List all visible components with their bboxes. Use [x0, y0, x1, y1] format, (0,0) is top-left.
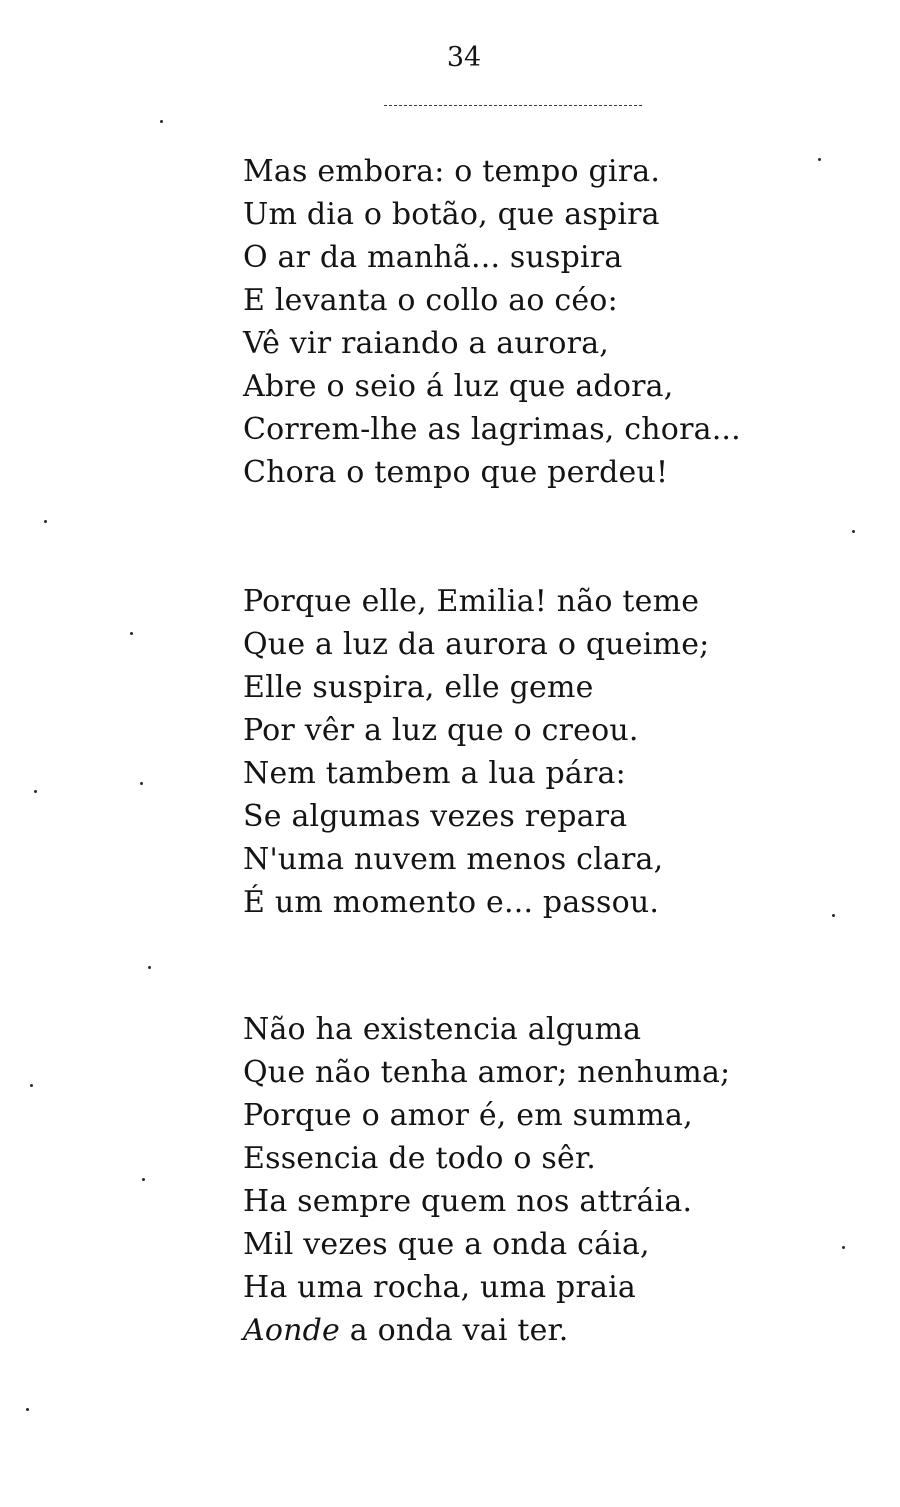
verse-line: Vê vir raiando a aurora,	[243, 326, 610, 361]
verse-line: Elle suspira, elle geme	[243, 670, 594, 705]
verse-line: Mas embora: o tempo gira.	[243, 154, 661, 189]
verse-line-last	[243, 1309, 730, 1352]
verse-line: Essencia de todo o sêr.	[243, 1141, 596, 1176]
verse-line: Chora o tempo que perdeu!	[243, 455, 669, 490]
verse-line: Ha sempre quem nos attráia.	[243, 1184, 693, 1219]
verse-line: Mil vezes que a onda cáia,	[243, 1227, 650, 1262]
verse-line: É um momento e... passou.	[243, 885, 660, 920]
header-rule	[384, 105, 642, 106]
verse-line: Abre o seio á luz que adora,	[243, 369, 674, 404]
scan-speck	[852, 530, 855, 533]
scan-speck	[44, 520, 47, 523]
verse-line: Por vêr a luz que o creou.	[243, 713, 639, 748]
verse-line: Ha uma rocha, uma praia	[243, 1270, 636, 1305]
verse-line: Porque elle, Emilia! não teme	[243, 584, 700, 619]
scan-speck	[842, 1246, 845, 1249]
stanza-1	[243, 150, 741, 494]
verse-line: Que a luz da aurora o queime;	[243, 627, 710, 662]
verse-line: Nem tambem a lua pára:	[243, 756, 626, 791]
verse-line: Se algumas vezes repara	[243, 799, 628, 834]
scan-speck	[160, 120, 163, 123]
verse-line: Correm-lhe as lagrimas, chora...	[243, 412, 741, 447]
stanza-3	[243, 1008, 730, 1352]
italic-word: Aonde	[243, 1313, 341, 1348]
scan-speck	[30, 1084, 33, 1087]
verse-line: Não ha existencia alguma	[243, 1012, 642, 1047]
verse-line-rest: a onda vai ter.	[340, 1313, 569, 1348]
scan-speck	[26, 1408, 29, 1411]
page-number: 34	[446, 42, 482, 73]
scan-speck	[818, 158, 821, 161]
scan-speck	[130, 632, 133, 635]
verse-line: N'uma nuvem menos clara,	[243, 842, 664, 877]
verse-line: Que não tenha amor; nenhuma;	[243, 1055, 731, 1090]
verse-line: Um dia o botão, que aspira	[243, 197, 660, 232]
scan-speck	[148, 966, 151, 969]
scan-speck	[142, 1178, 145, 1181]
scan-speck	[140, 782, 143, 785]
verse-line: Porque o amor é, em summa,	[243, 1098, 693, 1133]
scan-speck	[832, 914, 835, 917]
scan-speck	[34, 790, 37, 793]
verse-line: O ar da manhã... suspira	[243, 240, 623, 275]
stanza-2	[243, 580, 709, 924]
verse-line: E levanta o collo ao céo:	[243, 283, 618, 318]
